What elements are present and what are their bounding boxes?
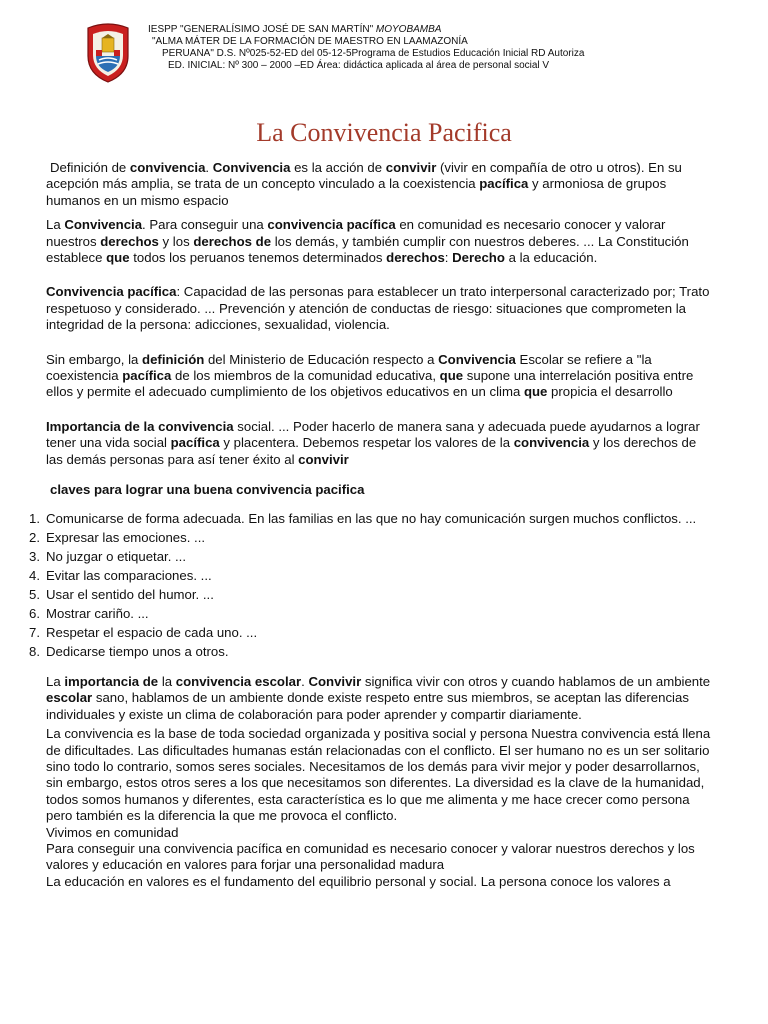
list-item-number: 6. (29, 605, 40, 621)
list-item (29, 567, 712, 584)
list-item-number: 5. (29, 586, 40, 602)
paragraph-conseguir: Para conseguir una convivencia pacífica en comunidad es necesario conocer y valorar nuestros derechos y los valores y educación en valores para forjar una personalidad madura (46, 840, 695, 873)
list-item-text: Evitar las comparaciones. ... (46, 567, 212, 583)
list-item (29, 586, 712, 603)
paragraph-convivencia: La Convivencia. Para conseguir una convivencia pacífica en comunidad es necesario conocer y valorar nuestros derechos y los derechos de los demás, y también cumplir con nuestros deberes. ... La Constitución establece que todos los peruanos tenemos determinados derechos: Derecho a la educación. (46, 217, 689, 266)
list-item (29, 624, 712, 641)
list-item-number: 1. (29, 510, 40, 526)
list-item (29, 529, 712, 546)
paragraph-convivencia-pacifica: Convivencia pacífica: Capacidad de las personas para establecer un trato interpersonal caracterizado por; Trato respetuoso y considerado. ... Prevención y atención de conductas de riesgo: situaciones que comprometen la integridad de la persona: adicciones, sexualidad, violencia. (46, 284, 710, 333)
list-item-text: Expresar las emociones. ... (46, 529, 206, 545)
paragraph-convivencia-escolar: La importancia de la convivencia escolar. Convivir significa vivir con otros y cuando hablamos de un ambiente escolar sano, hablamos de un ambiente donde existe respeto entre sus miembros, se aceptan las diferencias individuales y existe un clima de colaboración para poder aprender y compartir diariamente. (46, 673, 711, 722)
paragraph-ministerio: Sin embargo, la definición del Ministerio de Educación respecto a Convivencia Escolar se refiere a "la coexistencia pacífica de los miembros de la comunidad educativa, que supone una interrelación positiva entre ellos y permite el adecuado cumplimiento de los objetivos educativos en un clima que propicia el desarrollo (46, 351, 694, 400)
list-item-number: 7. (29, 624, 40, 640)
header-line-3: PERUANA" D.S. Nº025-52-ED del 05-12-5Programa de Estudios Educación Inicial RD Autoriza (162, 48, 585, 59)
subheading-claves: claves para lograr una buena convivencia pacifica (50, 482, 365, 498)
list-item-text: Comunicarse de forma adecuada. En las familias en las que no hay comunicación surgen muchos conflictos. ... (46, 510, 697, 526)
paragraph-definition: Definición de convivencia. Convivencia es la acción de convivir (vivir en compañía de otro u otros). En su acepción más amplia, se trata de un concepto vinculado a la coexistencia pacífica y armoniosa de grupos humanos en un mismo espacio (46, 160, 682, 208)
list-item-number: 3. (29, 548, 40, 564)
header-line-1: IESPP "GENERALÍSIMO JOSÉ DE SAN MARTÍN" MOYOBAMBA (148, 24, 442, 35)
list-item-number: 8. (29, 643, 40, 659)
list-item-text: Mostrar cariño. ... (46, 605, 149, 621)
paragraph-base-sociedad: La convivencia es la base de toda sociedad organizada y positiva social y persona Nuestra convivencia está llena de dificultades. Las dificultades humanas están relacionadas con el conflicto. El ser humano no es un ser solitario sino todo lo contrario, somos seres sociales. Necesitamos de los demás para vivir mejor y poder desarrollarnos, sin embargo, estos otros seres a los que necesitamos son diferentes. La diversidad es la clave de la humanidad, todos somos humanos y diferentes, esta característica es lo que me alimenta y me hace crecer como persona pero también es la diferencia la que me provoca el conflicto. (46, 726, 711, 824)
list-item-text: Dedicarse tiempo unos a otros. (46, 643, 229, 659)
header-line-2: "ALMA MÁTER DE LA FORMACIÓN DE MAESTRO EN LAAMAZONÍA (152, 36, 468, 47)
header-line-4: ED. INICIAL: Nº 300 – 2000 –ED Área: didáctica aplicada al área de personal social V (168, 60, 550, 71)
institution-header (148, 24, 584, 72)
list-item-number: 2. (29, 529, 40, 545)
list-item (29, 510, 712, 527)
list-item-number: 4. (29, 567, 40, 583)
list-item (29, 548, 712, 565)
document-title: La Convivencia Pacifica (256, 118, 512, 147)
list-item (29, 605, 712, 622)
list-item-text: Respetar el espacio de cada uno. ... (46, 624, 258, 640)
paragraph-vivimos: Vivimos en comunidad (46, 824, 179, 840)
list-item (29, 643, 712, 660)
paragraph-educacion-valores: La educación en valores es el fundamento del equilibrio personal y social. La persona conoce los valores a (46, 873, 671, 889)
list-item-text: Usar el sentido del humor. ... (46, 586, 214, 602)
list-item-text: No juzgar o etiquetar. ... (46, 548, 187, 564)
paragraph-importancia: Importancia de la convivencia social. ... Poder hacerlo de manera sana y adecuada puede ayudarnos a lograr tener una vida social pacífica y placentera. Debemos respetar los valores de la convivencia y los derechos de las demás personas para así tener éxito al convivir (46, 418, 700, 467)
claves-list (29, 510, 712, 660)
document-body (29, 160, 712, 890)
institution-crest-icon (84, 22, 132, 84)
